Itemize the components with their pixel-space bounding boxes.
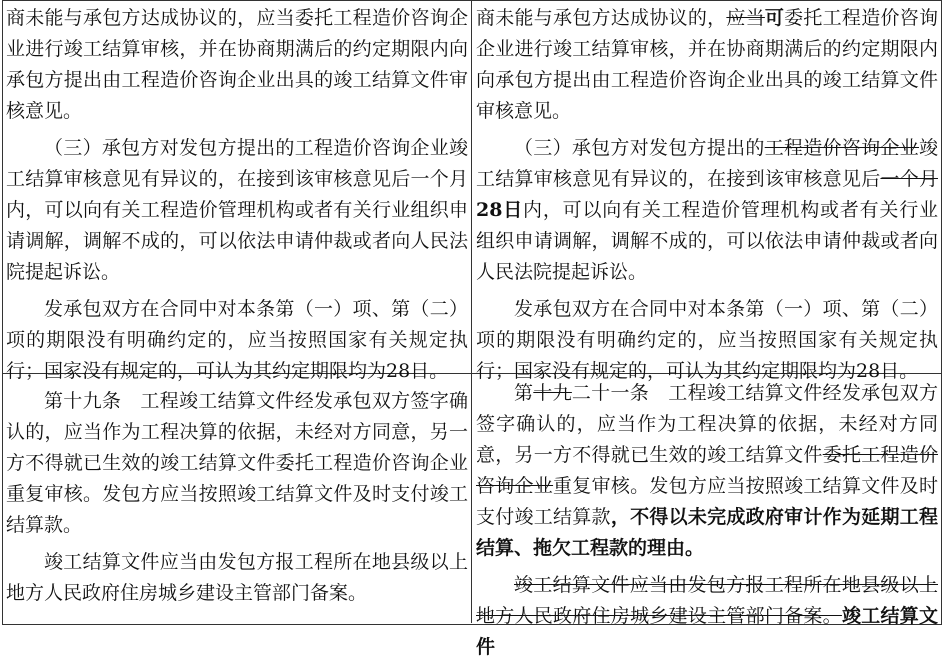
text-segment: 内，可以向有关工程造价管理机构或者有关行业组织申请调解，调解不成的，可以依法申请仲裁或者向人民法院提起诉讼。 <box>476 199 938 283</box>
revised-paragraph <box>476 133 938 288</box>
comparison-table <box>2 0 942 658</box>
deleted-text: 应当 <box>726 7 765 29</box>
inserted-text: 竣工结算文件 <box>476 605 938 658</box>
inserted-text: 。 <box>685 537 705 559</box>
original-paragraph: 竣工结算文件应当由发包方报工程所在地县级以上地方人民政府住房城乡建设主管部门备案。 <box>6 551 468 604</box>
inserted-text: 28日 <box>476 199 524 221</box>
deleted-text: 委托工程造价咨询企业 <box>476 444 938 497</box>
original-paragraph: 发承包双方在合同中对本条第（一）项、第（二）项的期限没有明确约定的，应当按照国家有关规定执行；国家没有规定的，可认为其约定期限均为28日。 <box>6 298 468 382</box>
deleted-text: 十九 <box>533 382 572 404</box>
column-divider <box>471 0 472 623</box>
revised-paragraph <box>476 3 938 127</box>
original-paragraph: 商未能与承包方达成协议的，应当委托工程造价咨询企业进行竣工结算审核，并在协商期满后的约定期限内向承包方提出由工程造价咨询企业出具的竣工结算文件审核意见。 <box>6 7 468 122</box>
revised-paragraph <box>476 570 938 663</box>
original-text-cell-bottom <box>6 386 468 615</box>
inserted-text: ，不得以未完成政府审计作为延期工程结算、拖欠工程款的理由 <box>476 506 938 559</box>
original-paragraph: 第十九条 工程竣工结算文件经发承包双方签字确认的，应当作为工程决算的依据，未经对方同意，另一方不得就已生效的竣工结算文件委托工程造价咨询企业重复审核。发包方应当按照竣工结算文件及时支付竣工结算款。 <box>6 390 468 536</box>
deleted-text: 一个月 <box>880 168 938 190</box>
text-segment: 第 <box>514 382 534 404</box>
text-segment: 竣工结算审核意见有异议的，在接到该审核意见后 <box>476 137 938 190</box>
revised-paragraph: 发承包双方在合同中对本条第（一）项、第（二）项的期限没有明确约定的，应当按照国家有关规定执行；国家没有规定的，可认为其约定期限均为28日。 <box>476 298 938 382</box>
deleted-text: 工程造价咨询企业 <box>764 137 919 159</box>
text-segment: 商未能与承包方达成协议的， <box>476 7 727 29</box>
inserted-text: 可 <box>764 7 785 29</box>
revised-text-cell-bottom <box>476 378 938 669</box>
deleted-text: 竣工结算文件应当由发包方报工程所在地县级以上地方人民政府住房城乡建设主管部门备案。 <box>476 574 938 627</box>
text-segment: 委托工程造价咨询企业进行竣工结算审核，并在协商期满后的约定期限内向承包方提出由工程造价咨询企业出具的竣工结算文件审核意见。 <box>476 7 938 122</box>
text-segment: 重复审核。发包方应当按照竣工结算文件及时支付竣工结算款 <box>476 475 938 528</box>
original-paragraph: （三）承包方对发包方提出的工程造价咨询企业竣工结算审核意见有异议的，在接到该审核意见后一个月内，可以向有关工程造价管理机构或者有关行业组织申请调解，调解不成的，可以依法申请仲裁或者向人民法院提起诉讼。 <box>6 137 468 283</box>
text-segment: 条 工程竣工结算文件经发承包双方签字确认的，应当作为工程决算的依据，未经对方同意，另一方不得就已生效的竣工结算文件 <box>476 382 938 466</box>
text-segment: 二十一 <box>571 382 630 404</box>
revised-text-cell-top <box>476 3 938 393</box>
revised-paragraph <box>476 378 938 564</box>
original-text-cell-top <box>6 3 468 393</box>
text-segment: （三）承包方对发包方提出的 <box>514 137 765 159</box>
